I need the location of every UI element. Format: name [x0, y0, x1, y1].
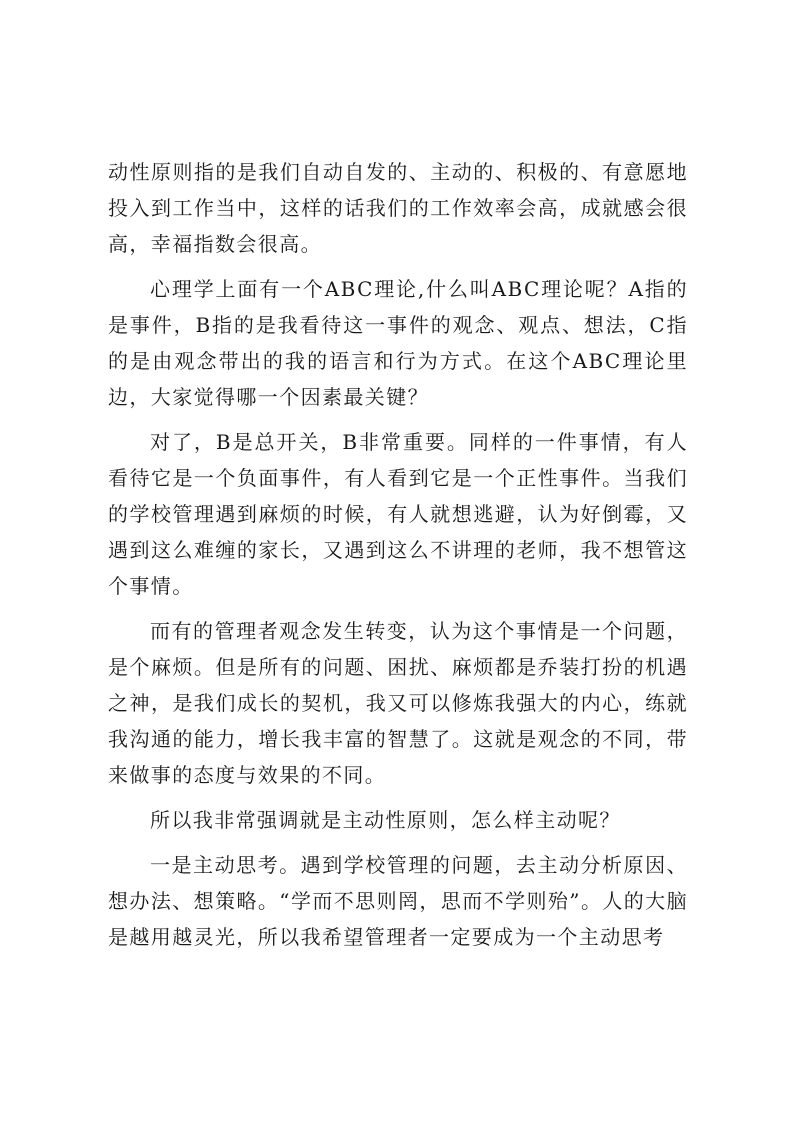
paragraph-1: 动性原则指的是我们自动自发的、主动的、积极的、有意愿地投入到工作当中，这样的话我们的工作效率会高，成就感会很高，幸福指数会很高。 [108, 160, 688, 256]
paragraph-6: 一是主动思考。遇到学校管理的问题，去主动分析原因、想办法、想策略。“学而不思则罔，思而不学则殆”。人的大脑是越用越灵光，所以我希望管理者一定要成为一个主动思考 [108, 853, 688, 949]
paragraph-3: 对了，B是总开关，B非常重要。同样的一件事情，有人看待它是一个负面事件，有人看到它是一个正性事件。当我们的学校管理遇到麻烦的时候，有人就想逃避，认为好倒霉，又遇到这么难缠的家长，又遇到这么不讲理的老师，我不想管这个事情。 [108, 430, 688, 598]
paragraph-5: 所以我非常强调就是主动性原则，怎么样主动呢？ [150, 808, 621, 832]
paragraph-4: 而有的管理者观念发生转变，认为这个事情是一个问题，是个麻烦。但是所有的问题、困扰、麻烦都是乔装打扮的机遇之神，是我们成长的契机，我又可以修炼我强大的内心，练就我沟通的能力，增长我丰富的智慧了。这就是观念的不同，带来做事的态度与效果的不同。 [108, 619, 688, 787]
paragraph-2: 心理学上面有一个ABC理论,什么叫ABC理论呢？A指的是事件，B指的是我看待这一事件的观念、观点、想法，C指的是由观念带出的我的语言和行为方式。在这个ABC理论里边，大家觉得哪一个因素最关键？ [108, 277, 688, 409]
document-page [108, 154, 688, 964]
